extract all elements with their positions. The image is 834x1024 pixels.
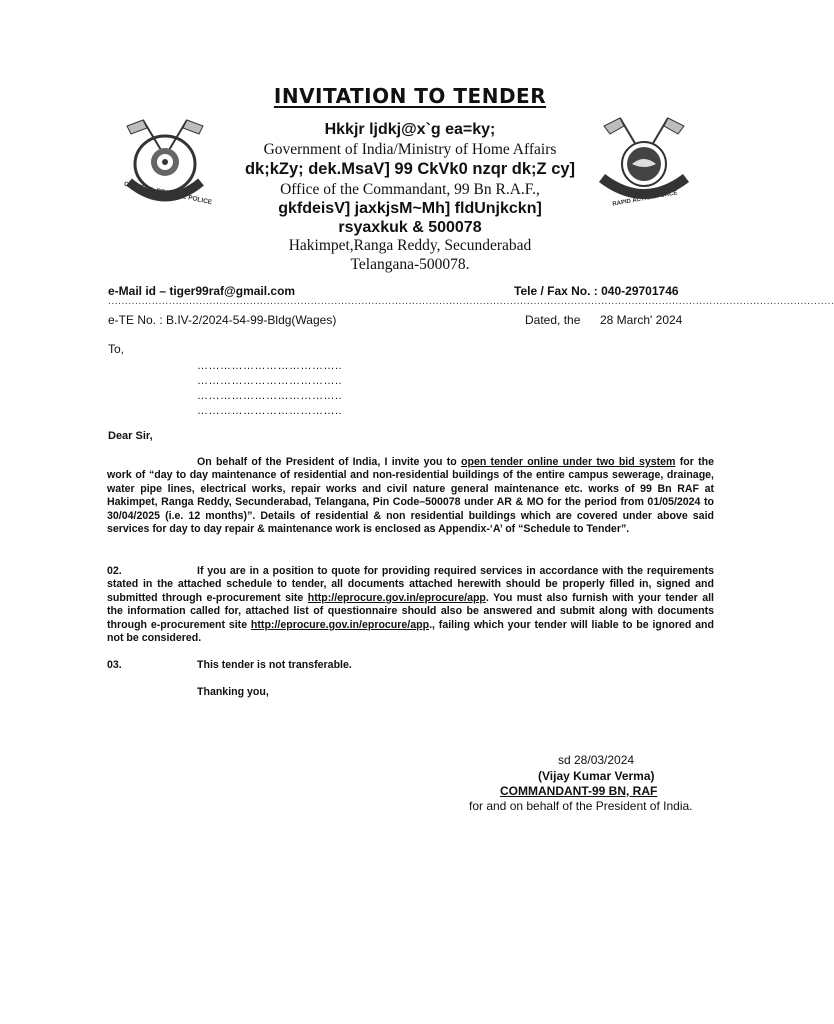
header-hindi-office: dk;kZy; dek.MsaV] 99 CkVk0 nzqr dk;Z cy] xyxy=(244,160,576,178)
raf-logo-text: RAPID ACTION FORCE xyxy=(612,190,678,208)
header-hindi-address: gkfdeisV] jaxkjsM~Mh] fldUnjkckn] xyxy=(278,200,542,217)
eprocure-link[interactable]: http://eprocure.gov.in/eprocure/app xyxy=(307,591,486,604)
crpf-logo-text: CENTRAL RESERVE POLICE xyxy=(123,180,213,207)
address-line: ……………………………….. xyxy=(197,360,343,372)
header-office: Office of the Commandant, 99 Bn R.A.F., xyxy=(280,181,540,198)
eprocure-link[interactable]: http://eprocure.gov.in/eprocure/app xyxy=(250,618,430,631)
reference-number: e-TE No. : B.IV-2/2024-54-99-Bldg(Wages) xyxy=(108,313,337,327)
paragraph-1: On behalf of the President of India, I invite you to open tender online under two bid system for the work of “day to day maintenance of residential and non-residential buildings of the entire campus sewerage, drainage, water pipe lines, electrical works, repair works and civil nature general maintenance etc. works of 99 Bn RAF at Hakimpet, Ranga Reddy, Secunderabad, Telangana, Pin Code–500078 under AR & MO for the period from 01/05/2024 to 30/04/2025 (i.e. 12 months)”. Details of residential & non residential buildings which are covered under above said services for day to day repair & maintenance work is enclosed as Appendix-‘A’ of “Schedule to Tender”. xyxy=(107,456,715,536)
header-hindi-govt: Hkkjr ljdkj@x`g ea=ky; xyxy=(324,121,496,138)
dotted-divider: ....................................................................................................................................................................................................................... xyxy=(108,296,834,307)
signatory-name: (Vijay Kumar Verma) xyxy=(538,769,655,783)
header-hindi-pin: rsyaxkuk & 500078 xyxy=(338,219,482,236)
address-line: ……………………………….. xyxy=(197,375,343,387)
header-state-pin: Telangana-500078. xyxy=(350,256,470,273)
email-line: e-Mail id – tiger99raf@gmail.com xyxy=(108,284,296,298)
phone-line: Tele / Fax No. : 040-29701746 xyxy=(514,284,679,298)
signatory-designation: COMMANDANT-99 BN, RAF xyxy=(500,784,658,798)
address-line: ……………………………….. xyxy=(197,390,343,402)
closing-text: Thanking you, xyxy=(197,686,269,698)
paragraph-2: 02. If you are in a position to quote for providing required services in accordance with the requirements stated in the attached schedule to tender, all documents attached herewith should be properly filled in, signed and submitted through e-procurement site http://eprocure.gov.in/eprocure/app. You must also furnish with your tender all the information called for, attached list of questionnaire should also be answered and submit along with documents through e-procurement site http://eprocure.gov.in/eprocure/app., failing which your tender will liable to be ignored and not be considered. xyxy=(107,565,714,645)
paragraph-3: 03. This tender is not transferable. xyxy=(107,659,352,671)
dated-label: Dated, the xyxy=(525,313,581,327)
reference-date: 28 March' 2024 xyxy=(600,313,683,327)
header-govt-ministry: Government of India/Ministry of Home Affairs xyxy=(263,141,557,158)
two-bid-system-text: open tender online under two bid system xyxy=(461,456,676,468)
signature-date: sd 28/03/2024 xyxy=(558,753,635,767)
header-address: Hakimpet,Ranga Reddy, Secunderabad xyxy=(288,237,532,254)
on-behalf-text: for and on behalf of the President of India. xyxy=(469,799,693,813)
document-title: INVITATION TO TENDER xyxy=(273,84,547,108)
to-label: To, xyxy=(108,342,125,356)
address-line: ……………………………….. xyxy=(197,405,343,417)
salutation: Dear Sir, xyxy=(108,430,153,442)
